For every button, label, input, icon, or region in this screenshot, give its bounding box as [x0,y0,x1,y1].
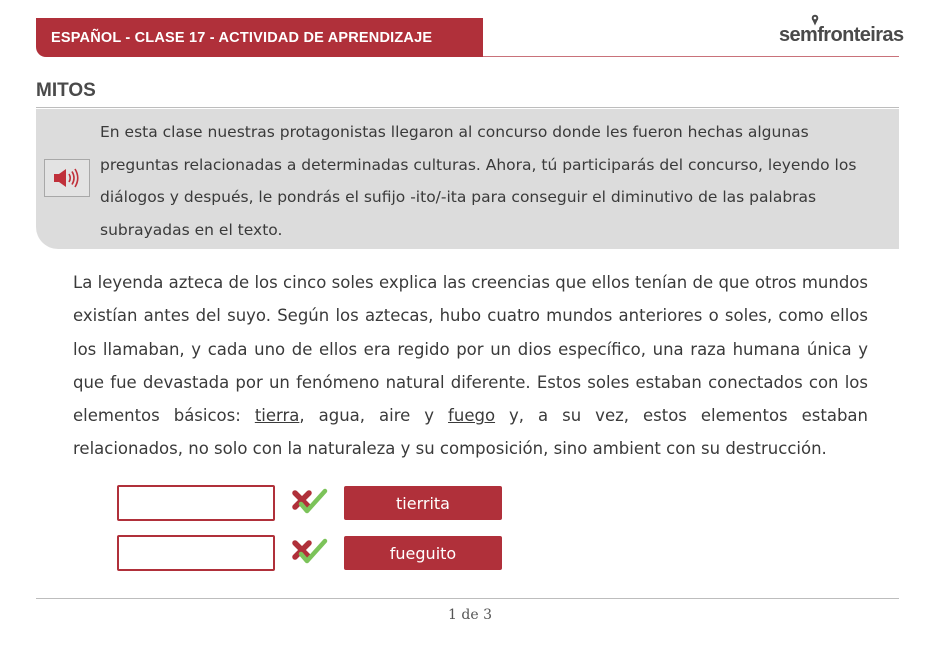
section-divider [36,107,899,108]
underlined-word-tierra: tierra [254,406,300,426]
activity-banner-text: ESPAÑOL - CLASE 17 - ACTIVIDAD DE APRENDIZAJE [51,29,433,46]
footer-divider [36,598,899,599]
brand-logo-text: semfronteiras [779,24,904,46]
answer-row [117,535,507,573]
section-title: MITOS [36,80,96,101]
brand-logo [779,18,904,48]
answer-row [117,485,507,523]
passage-text-2: , agua, aire y [299,406,449,426]
instruction-box [36,109,899,249]
check-cross-icon[interactable] [291,535,333,569]
reading-passage [73,266,868,466]
activity-banner [36,18,483,57]
header-divider [483,56,899,57]
answer-input[interactable] [117,485,275,521]
check-cross-icon[interactable] [291,485,333,519]
hint-button[interactable]: tierrita [344,486,502,520]
underlined-word-fuego: fuego [448,406,496,426]
instruction-text: En esta clase nuestras protagonistas llegaron al concurso donde les fueron hechas algunas preguntas relacionadas a determinadas culturas. Ahora, tú participarás del concurso, leyendo los diálogos y después, le pondrás el sufijo -ito/-ita para conseguir el diminutivo de las palabras subrayadas en el texto. [100,123,857,239]
hint-button[interactable]: fueguito [344,536,502,570]
speaker-icon [52,167,82,189]
passage-text-1: La leyenda azteca de los cinco soles explica las creencias que ellos tenían de que otros mundos existían antes del suyo. Según los aztecas, hubo cuatro mundos anteriores o soles, como ellos los llamaban, y cada uno de ellos era regido por un dios específico, una raza humana única y que fue devastada por un fenómeno natural diferente. Estos soles estaban conectados con los elementos básicos: [73,273,868,426]
answer-input[interactable] [117,535,275,571]
page-indicator: 1 de 3 [448,607,492,623]
passage-text-3: y, a su vez, estos elementos estaban relacionados, no solo con la naturaleza y su composición, sino ambient con su destrucción. [73,406,868,459]
audio-play-button[interactable] [44,159,90,197]
